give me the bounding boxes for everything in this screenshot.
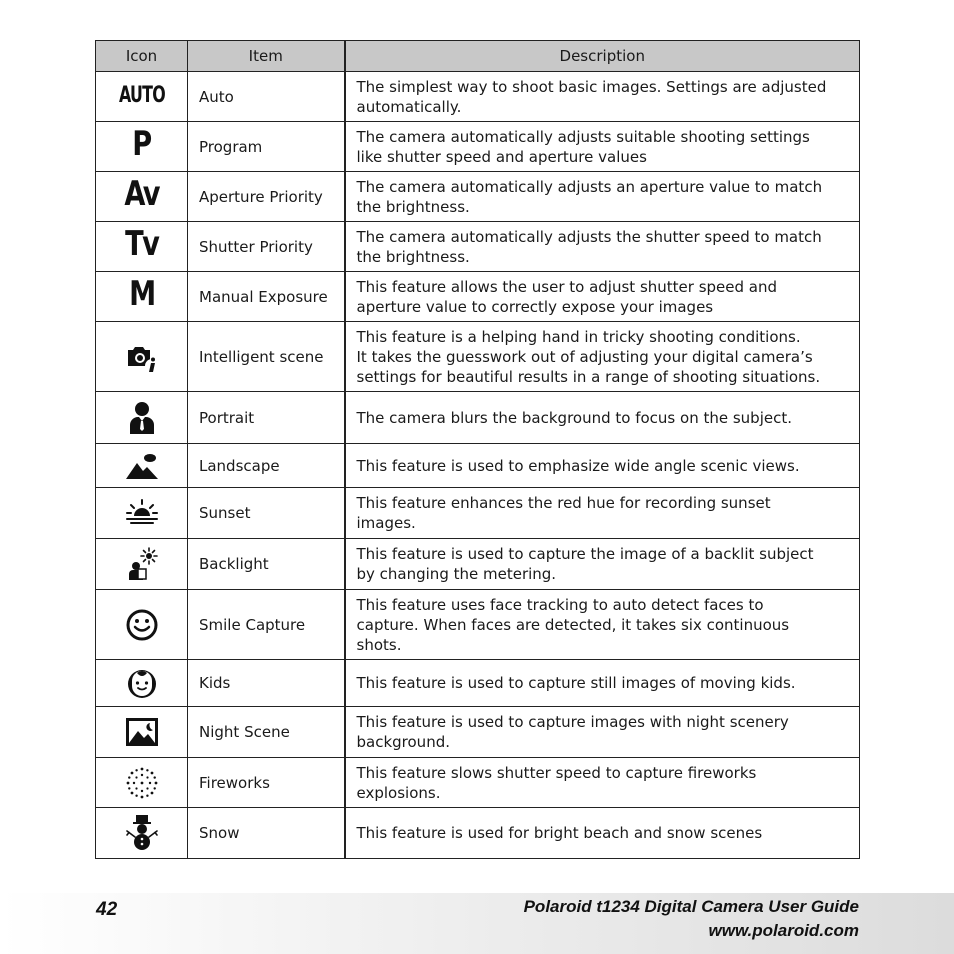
item-description: The camera automatically adjusts an aperture value to match the brightness.: [356, 177, 823, 216]
table-row: [96, 539, 860, 590]
item-label: Landscape: [188, 444, 345, 488]
table-row: [96, 660, 860, 707]
table-row: [96, 222, 860, 272]
table-header-row: [96, 41, 860, 72]
snow-icon: [124, 814, 160, 852]
item-label: Intelligent scene: [188, 322, 345, 392]
item-label: Smile Capture: [188, 590, 345, 660]
item-description: This feature is a helping hand in tricky shooting conditions. It takes the guesswork out of adjusting your digital camera’s settings for beautiful results in a range of shooting situations.: [356, 327, 821, 386]
item-label: Manual Exposure: [188, 272, 345, 322]
intelligent-scene-icon: [124, 339, 160, 375]
page-number: 42: [96, 899, 118, 920]
manual-exposure-icon: M: [128, 273, 155, 314]
website: www.polaroid.com: [708, 921, 859, 940]
smile-capture-icon: [125, 608, 159, 642]
item-description: The camera blurs the background to focus on the subject.: [356, 408, 792, 427]
fireworks-icon: [125, 766, 159, 800]
item-description: This feature slows shutter speed to capture fireworks explosions.: [356, 763, 757, 802]
kids-icon: [125, 666, 159, 700]
item-description: This feature is used to capture the image of a backlit subject by changing the metering.: [356, 545, 814, 583]
item-label: Portrait: [188, 392, 345, 444]
item-column-header: Item: [188, 41, 345, 72]
item-description: This feature is used for bright beach and snow scenes: [356, 824, 763, 842]
portrait-icon: [126, 400, 158, 436]
item-label: Sunset: [188, 488, 345, 539]
scene-mode-table: [95, 40, 860, 859]
item-label: Program: [188, 122, 345, 172]
item-description: This feature enhances the red hue for recording sunset images.: [356, 494, 771, 532]
item-description: This feature uses face tracking to auto detect faces to capture. When faces are detected, it takes six continuous shots.: [356, 595, 790, 654]
item-label: Fireworks: [188, 758, 345, 808]
table-row: [96, 272, 860, 322]
item-description: The camera automatically adjusts the shutter speed to match the brightness.: [356, 227, 822, 266]
table-row: [96, 808, 860, 859]
table-row: [96, 707, 860, 758]
item-description: This feature is used to emphasize wide angle scenic views.: [356, 456, 800, 475]
table-row: [96, 122, 860, 172]
item-label: Aperture Priority: [188, 172, 345, 222]
backlight-icon: [124, 546, 160, 582]
item-description: This feature is used to capture still images of moving kids.: [356, 674, 796, 692]
page-footer: [0, 893, 954, 954]
shutter-priority-icon: Tv: [124, 223, 159, 264]
aperture-priority-icon: Av: [124, 173, 159, 214]
icon-column-header: Icon: [96, 41, 188, 72]
table-row: [96, 172, 860, 222]
table-row: [96, 322, 860, 392]
table-row: [96, 444, 860, 488]
table-row: [96, 488, 860, 539]
guide-title: Polaroid t1234 Digital Camera User Guide: [523, 897, 859, 916]
item-description: The simplest way to shoot basic images. Settings are adjusted automatically.: [356, 77, 827, 116]
table-row: [96, 72, 860, 122]
night-scene-icon: [124, 716, 160, 748]
item-description: This feature allows the user to adjust shutter speed and aperture value to correctly expose your images: [356, 277, 778, 316]
item-label: Backlight: [188, 539, 345, 590]
table-row: [96, 392, 860, 444]
item-description: The camera automatically adjusts suitable shooting settings like shutter speed and aperture values: [356, 127, 810, 166]
auto-mode-icon: AUTO: [118, 83, 165, 108]
item-label: Shutter Priority: [188, 222, 345, 272]
program-mode-icon: P: [132, 123, 151, 164]
landscape-icon: [124, 451, 160, 481]
item-description: This feature is used to capture images with night scenery background.: [356, 713, 789, 751]
item-label: Snow: [188, 808, 345, 859]
item-label: Auto: [188, 72, 345, 122]
table-row: [96, 590, 860, 660]
sunset-icon: [124, 497, 160, 529]
item-label: Night Scene: [188, 707, 345, 758]
description-column-header: Description: [345, 41, 860, 72]
table-row: [96, 758, 860, 808]
guide-title-block: [524, 895, 859, 943]
item-label: Kids: [188, 660, 345, 707]
